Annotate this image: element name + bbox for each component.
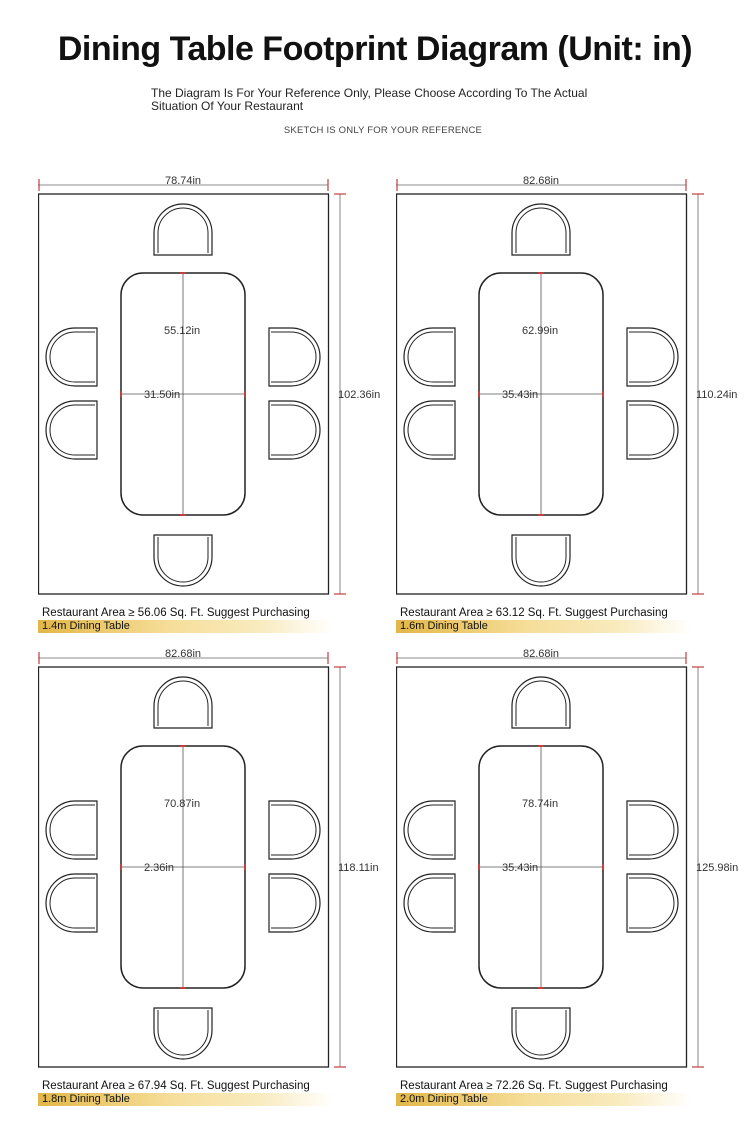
diagram-panel-3 bbox=[38, 645, 394, 1115]
chair-left-upper bbox=[46, 328, 97, 386]
room-width-label: 82.68in bbox=[522, 175, 560, 187]
chair-bottom bbox=[154, 1008, 212, 1059]
chair-right-lower bbox=[627, 874, 678, 932]
table-width-label: 2.36in bbox=[144, 862, 174, 874]
table-size-band bbox=[396, 1093, 692, 1106]
chair-top bbox=[154, 677, 212, 728]
restaurant-area-text: Restaurant Area ≥ 63.12 Sq. Ft. Suggest Purchasing bbox=[400, 607, 668, 619]
chair-left-lower bbox=[404, 401, 455, 459]
room-width-label: 78.74in bbox=[164, 175, 202, 187]
chair-bottom bbox=[512, 535, 570, 586]
chair-bottom bbox=[154, 535, 212, 586]
table-size-band bbox=[396, 620, 692, 633]
room-depth-label: 110.24in bbox=[696, 389, 738, 401]
table-length-label: 78.74in bbox=[522, 798, 559, 810]
chair-right-lower bbox=[269, 401, 320, 459]
chair-right-lower bbox=[627, 401, 678, 459]
table-size-label: 1.8m Dining Table bbox=[42, 1093, 130, 1105]
restaurant-area-text: Restaurant Area ≥ 67.94 Sq. Ft. Suggest Purchasing bbox=[42, 1080, 310, 1092]
disclaimer-line-1: The Diagram Is For Your Reference Only, Please Choose According To The Actual bbox=[151, 86, 588, 100]
chair-right-upper bbox=[627, 328, 678, 386]
chair-top bbox=[512, 677, 570, 728]
room-depth-label: 102.36in bbox=[338, 389, 381, 401]
table-size-label: 2.0m Dining Table bbox=[400, 1093, 488, 1105]
chair-left-lower bbox=[404, 874, 455, 932]
room-depth-label: 118.11in bbox=[338, 862, 379, 874]
restaurant-area-text: Restaurant Area ≥ 72.26 Sq. Ft. Suggest Purchasing bbox=[400, 1080, 668, 1092]
sketch-note: SKETCH IS ONLY FOR YOUR REFERENCE bbox=[283, 125, 483, 136]
disclaimer-line-2: Situation Of Your Restaurant bbox=[151, 99, 304, 113]
table-width-label: 35.43in bbox=[502, 862, 539, 874]
room-depth-label: 125.98in bbox=[696, 862, 739, 874]
table-width-label: 31.50in bbox=[144, 389, 181, 401]
chair-left-lower bbox=[46, 874, 97, 932]
chair-top bbox=[154, 204, 212, 255]
chair-right-upper bbox=[269, 328, 320, 386]
chair-top bbox=[512, 204, 570, 255]
table-width-label: 35.43in bbox=[502, 389, 539, 401]
disclaimer-text bbox=[151, 87, 621, 113]
restaurant-area-text: Restaurant Area ≥ 56.06 Sq. Ft. Suggest Purchasing bbox=[42, 607, 310, 619]
table-size-band bbox=[38, 620, 334, 633]
diagram-panel-4 bbox=[396, 645, 750, 1115]
diagram-panel-2 bbox=[396, 172, 750, 642]
chair-left-lower bbox=[46, 401, 97, 459]
table-length-label: 55.12in bbox=[164, 325, 201, 337]
table-size-label: 1.4m Dining Table bbox=[42, 620, 130, 632]
table-size-band bbox=[38, 1093, 334, 1106]
chair-right-upper bbox=[269, 801, 320, 859]
chair-right-lower bbox=[269, 874, 320, 932]
table-length-label: 70.87in bbox=[164, 798, 201, 810]
diagram-panel-1 bbox=[38, 172, 394, 642]
chair-left-upper bbox=[404, 801, 455, 859]
chair-left-upper bbox=[46, 801, 97, 859]
room-width-label: 82.68in bbox=[522, 648, 560, 660]
table-length-label: 62.99in bbox=[522, 325, 559, 337]
table-size-label: 1.6m Dining Table bbox=[400, 620, 488, 632]
chair-bottom bbox=[512, 1008, 570, 1059]
chair-right-upper bbox=[627, 801, 678, 859]
room-width-label: 82.68in bbox=[164, 648, 202, 660]
page-title: Dining Table Footprint Diagram (Unit: in) bbox=[57, 30, 693, 68]
chair-left-upper bbox=[404, 328, 455, 386]
